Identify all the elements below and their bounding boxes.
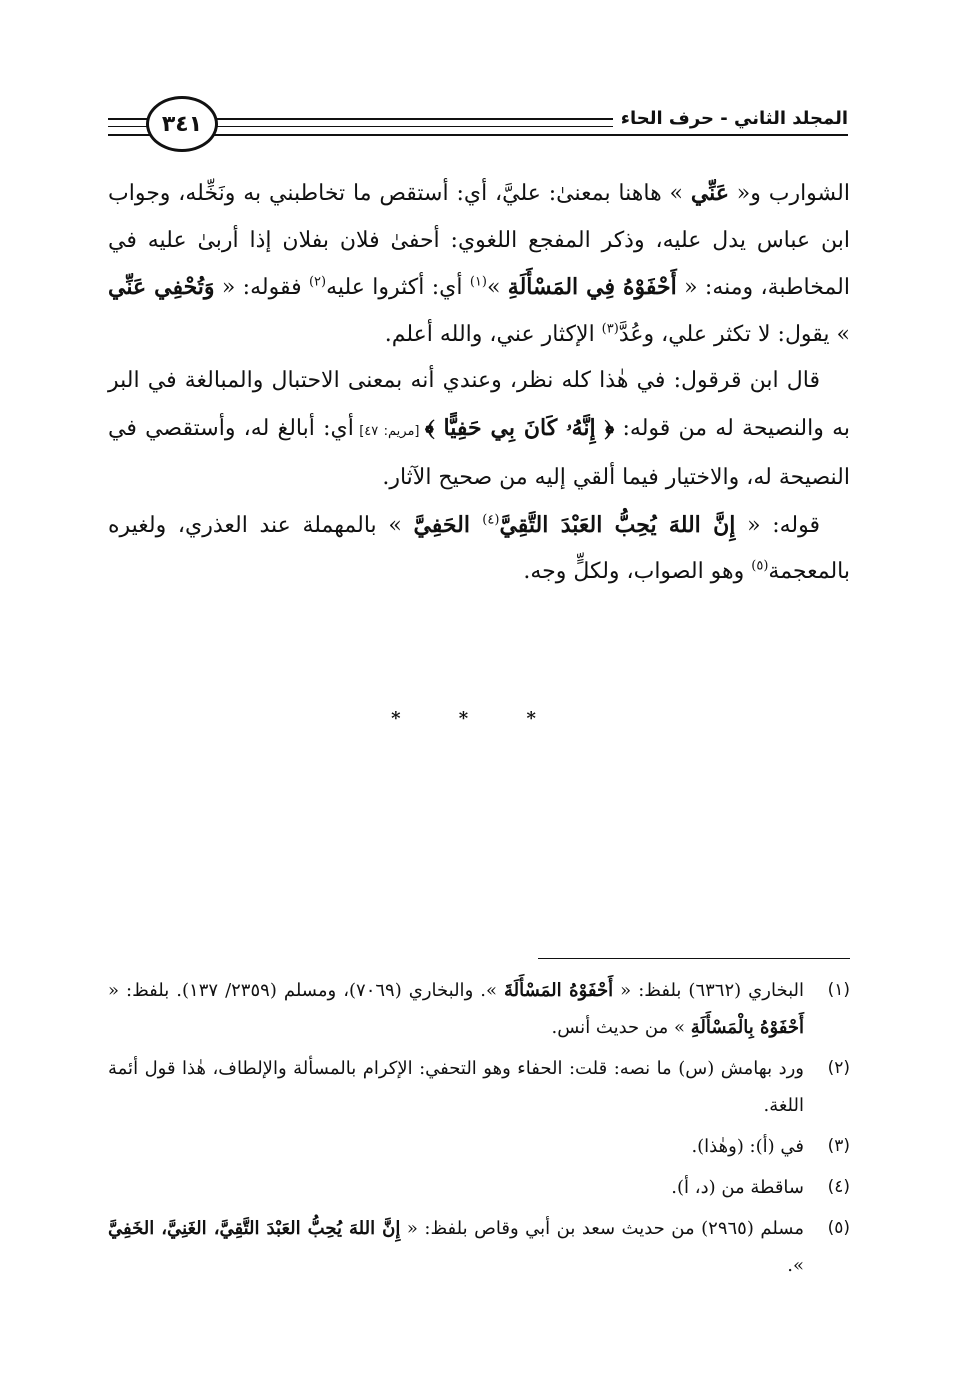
running-header: [108, 96, 848, 156]
paragraph-1: [108, 170, 850, 358]
text-run: » يقول: لا تكثر علي، وعُدَّ: [618, 321, 850, 347]
paragraph-2: [108, 358, 850, 502]
main-text: [108, 170, 850, 596]
page-number: ٣٤١: [161, 111, 203, 137]
footnote-3: [108, 1128, 850, 1165]
footnote-ref-1[interactable]: (١): [469, 274, 487, 290]
text-run: مسلم (٢٩٦٥) من حديث سعد بن أبي وقاص بلفظ: «: [400, 1218, 804, 1239]
footnote-ref-3[interactable]: (٣): [601, 321, 619, 337]
text-run: أي: أكثروا عليه: [326, 275, 470, 300]
header-rule-bottom: [108, 134, 848, 136]
text-run: ». والبخاري (٧٠٦٩)، ومسلم (٢٣٥٩/ ١٣٧). بلفظ: «: [108, 980, 505, 1001]
quran-verse: ﴿ إِنَّهُۥ كَانَ بِي حَفِيًّا ﴾: [424, 414, 615, 441]
verse-reference: [مريم: ٤٧]: [353, 423, 425, 439]
hadith-quote: إِنَّ اللهَ يُحِبُّ العَبْدَ التَّقِيَّ، الغَنِيَّ، الخَفِيَّ: [108, 1218, 401, 1239]
footnote-4: [108, 1169, 850, 1206]
footnote-ref-4[interactable]: (٤): [482, 512, 500, 528]
text-run: وهو الصواب، ولكلٍّ وجه.: [523, 559, 752, 584]
hadith-quote: إِنَّ اللهَ يُحِبُّ العَبْدَ التَّقِيَّ: [499, 511, 736, 538]
text-run: الإكثار عني، والله أعلم.: [384, 321, 602, 347]
text-run: الشوارب و«: [728, 181, 850, 206]
text-run: أي: أبالغ له، وأستقصي في النصيحة له، والاختيار فيما ألقي إليه من صحيح الآثار.: [108, 415, 850, 490]
footnote-text: في (أ): (وهٰذا).: [691, 1136, 804, 1157]
hadith-quote: أَحْفَوْهُ المَسْأَلَةَ: [504, 980, 614, 1001]
quoted-phrase: عَنِّي: [690, 180, 729, 206]
text-run: قوله: «: [735, 512, 820, 538]
page-number-badge: [146, 96, 218, 152]
paragraph-3: [108, 502, 850, 596]
text-run: » هاهنا بمعنىٰ: عليَّ، أي: أستقص ما تخاطبني به ونَخِّله، وجواب ابن عباس يدل عليه، وذكر المفجع اللغوي: أحفىٰ فلان بفلان إذا أربىٰ عليه في المخاطبة، ومنه: «: [108, 181, 850, 300]
hadith-quote: أَحْفَوْهُ فِي المَسْأَلَةِ: [507, 274, 677, 300]
footnote-number: (١): [827, 980, 850, 1000]
text-run: » بالمهملة عند العذري، ولغيره بالمعجمة: [108, 512, 850, 584]
footnote-5: [108, 1210, 850, 1284]
footnote-number: (٣): [827, 1136, 850, 1156]
hadith-quote: الحَفِيَّ: [413, 511, 483, 538]
header-title: المجلد الثاني - حرف الحاء: [613, 108, 848, 129]
section-separator: * * *: [391, 708, 562, 729]
text-run: البخاري (٦٣٦٢) بلفظ: «: [613, 980, 804, 1001]
footnote-text: ساقطة من (د، أ).: [671, 1177, 804, 1198]
hadith-quote: أَحْفَوْهُ بِالْمَسْأَلَةِ: [690, 1017, 804, 1038]
footnote-rule: [538, 958, 850, 959]
footnote-2: [108, 1050, 850, 1124]
footnote-text: ورد بهامش (س) ما نصه: قلت: الحفاء وهو التحفي: الإكرام بالمسألة والإلطاف، هٰذا قول أئمة اللغة.: [108, 1058, 804, 1116]
text-run: » من حديث أنس.: [551, 1017, 691, 1038]
hadith-quote: وَتُحْفِي عَنِّي: [108, 274, 215, 300]
text-run: قال ابن قرقول: في هٰذا كله نظر، وعندي أنه بمعنى الاحتبال والمبالغة في البر به والنصيحة له من قوله:: [108, 368, 850, 441]
footnotes: [108, 972, 850, 1288]
footnote-text: [108, 972, 804, 1046]
text-run: فقوله: «: [214, 275, 309, 300]
footnote-ref-2[interactable]: (٢): [308, 274, 327, 290]
text-run: »: [486, 275, 508, 300]
footnote-1: [108, 972, 850, 1046]
text-run: ».: [787, 1255, 804, 1276]
footnote-number: (٥): [827, 1218, 850, 1238]
footnote-text: [108, 1210, 804, 1284]
footnote-ref-5[interactable]: (٥): [751, 558, 769, 574]
footnote-number: (٢): [827, 1058, 850, 1078]
footnote-number: (٤): [827, 1177, 850, 1197]
